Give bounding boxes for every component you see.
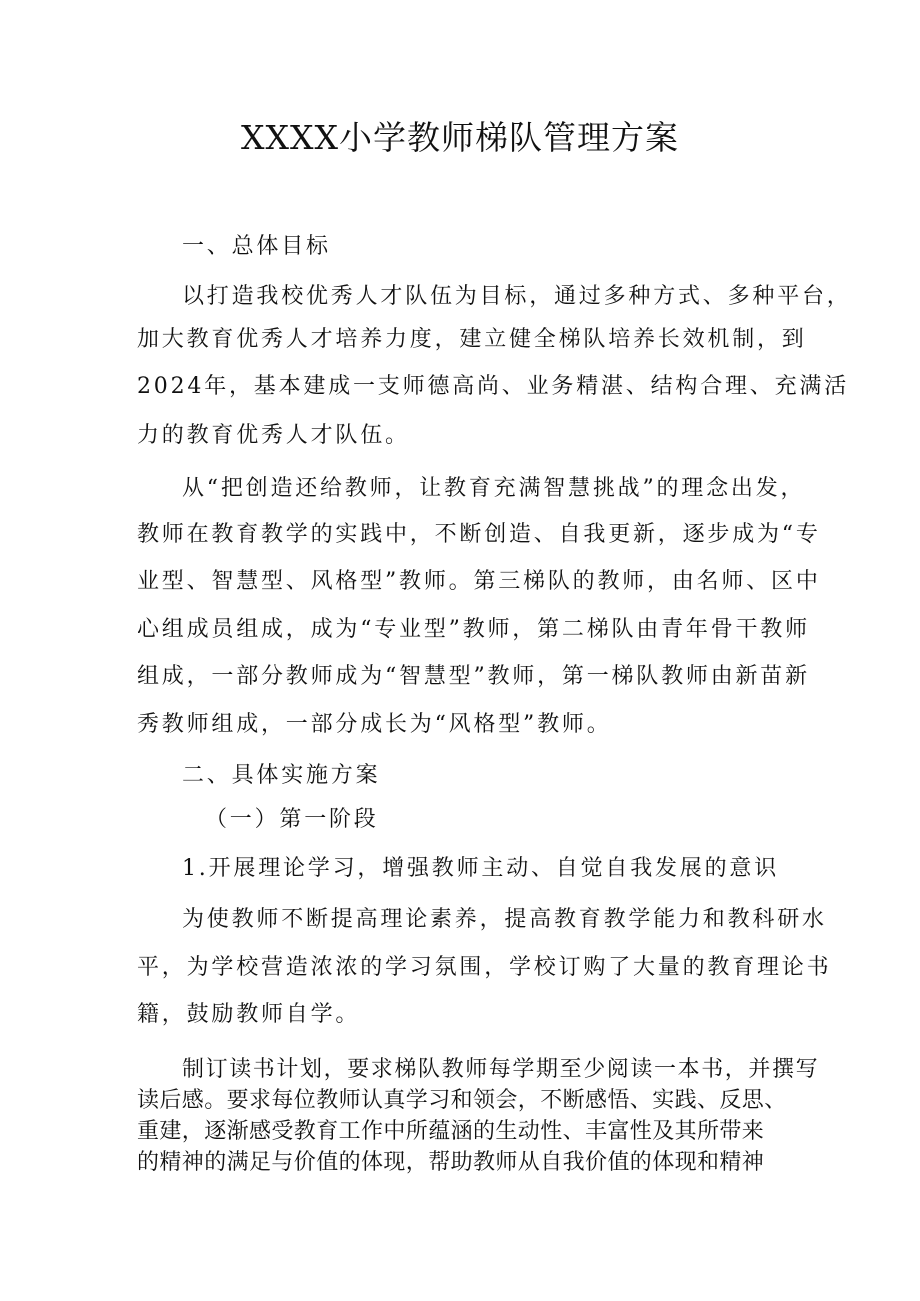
paragraph-line: 重建，逐渐感受教育工作中所蕴涵的生动性、丰富性及其所带来: [137, 1119, 765, 1144]
paragraph-line: 从“把创造还给教师，让教育充满智慧挑战”的理念出发，: [182, 476, 806, 501]
paragraph-line: 以打造我校优秀人才队伍为目标，通过多种方式、多种平台，: [182, 284, 852, 309]
paragraph-line: 读后感。要求每位教师认真学习和领会，不断感悟、实践、反思、: [137, 1088, 787, 1113]
paragraph-line: 教师在教育教学的实践中，不断创造、自我更新，逐步成为“专: [137, 522, 821, 547]
paragraph-line: 心组成员组成，成为“专业型”教师，第二梯队由青年骨干教师: [137, 617, 810, 642]
subsection-heading: （一）第一阶段: [205, 807, 379, 832]
paragraph-line: 秀教师组成，一部分成长为“风格型”教师。: [137, 712, 612, 737]
document-title: XXXX小学教师梯队管理方案: [241, 118, 679, 157]
numbered-heading: 1.开展理论学习，增强教师主动、自觉自我发展的意识: [182, 856, 779, 881]
paragraph-line: 加大教育优秀人才培养力度，建立健全梯队培养长效机制，到: [137, 327, 807, 352]
paragraph-line: 业型、智慧型、风格型”教师。第三梯队的教师，由名师、区中: [137, 569, 821, 594]
paragraph-line: 籍，鼓励教师自学。: [137, 1002, 361, 1027]
section-heading-2: 二、具体实施方案: [182, 763, 381, 788]
section-heading-1: 一、总体目标: [182, 234, 331, 259]
paragraph-line: 的精神的满足与价值的体现，帮助教师从自我价值的体现和精神: [137, 1150, 765, 1175]
paragraph-line: 力的教育优秀人才队伍。: [137, 423, 410, 448]
paragraph-line: 平，为学校营造浓浓的学习氛围，学校订购了大量的教育理论书: [137, 955, 832, 980]
paragraph-line: 制订读书计划，要求梯队教师每学期至少阅读一本书，并撰写: [182, 1057, 820, 1082]
paragraph-line: 组成，一部分教师成为“智慧型”教师，第一梯队教师由新苗新: [137, 664, 810, 689]
paragraph-line: 为使教师不断提高理论素养，提高教育教学能力和教科研水: [182, 907, 827, 932]
paragraph-line: 2024年，基本建成一支师德高尚、业务精湛、结构合理、充满活: [137, 374, 849, 399]
